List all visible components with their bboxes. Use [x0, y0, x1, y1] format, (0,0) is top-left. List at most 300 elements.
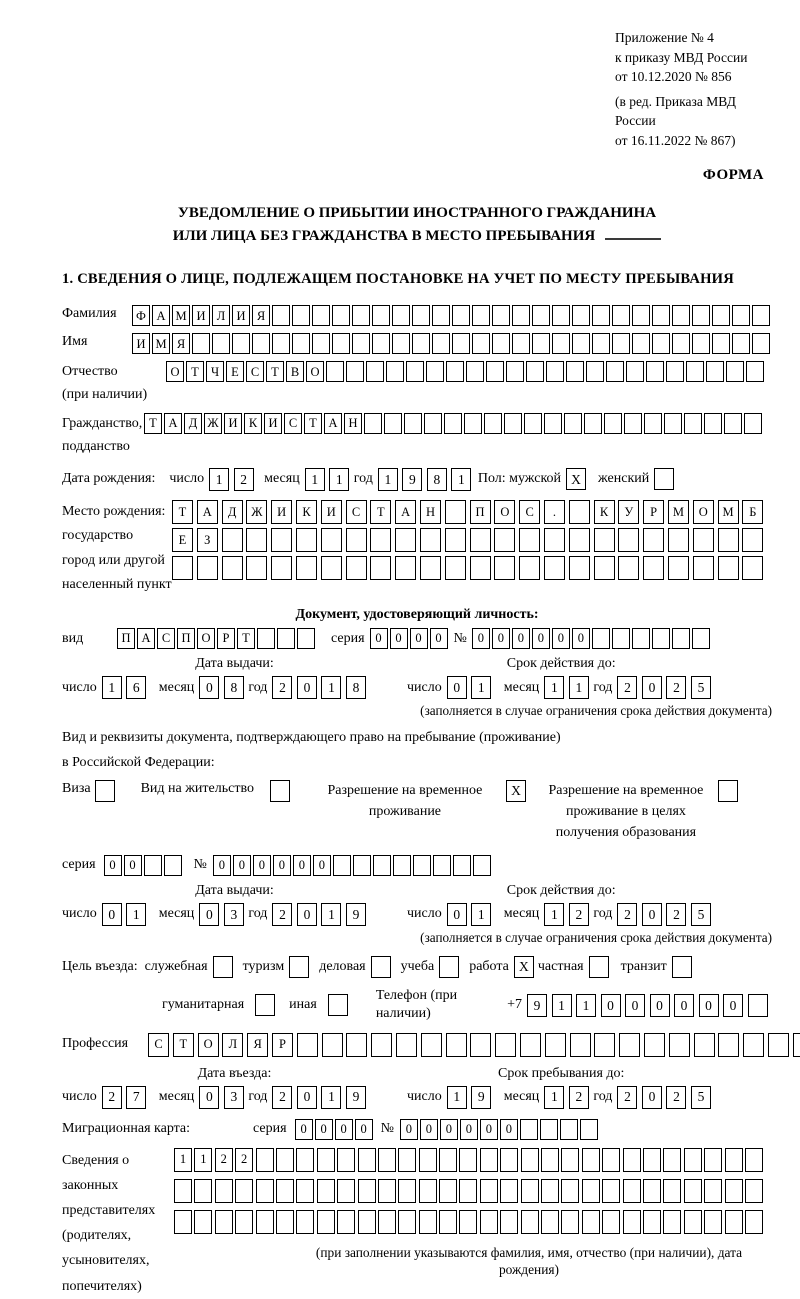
birth-place-row3-boxes[interactable] — [172, 556, 767, 580]
char-box[interactable]: 0 — [293, 855, 311, 876]
digit-box[interactable]: 2 — [272, 903, 292, 926]
birth-day-boxes[interactable] — [209, 468, 258, 491]
char-box[interactable] — [172, 556, 193, 580]
char-box[interactable] — [174, 1210, 192, 1234]
digit-box[interactable]: 0 — [642, 903, 662, 926]
digit-box[interactable]: 2 — [234, 468, 254, 491]
char-box[interactable] — [526, 361, 544, 382]
char-box[interactable] — [420, 556, 441, 580]
char-box[interactable] — [194, 1210, 212, 1234]
purpose-humanitarian-checkbox[interactable] — [255, 994, 275, 1016]
char-box[interactable] — [732, 305, 750, 326]
digit-box[interactable]: 5 — [691, 676, 711, 699]
char-box[interactable] — [646, 361, 664, 382]
char-box[interactable] — [552, 305, 570, 326]
char-box[interactable] — [612, 333, 630, 354]
char-box[interactable]: 0 — [472, 628, 490, 649]
char-box[interactable] — [643, 1179, 661, 1203]
char-box[interactable]: 0 — [410, 628, 428, 649]
char-box[interactable] — [619, 1033, 640, 1057]
digit-box[interactable]: 3 — [224, 903, 244, 926]
char-box[interactable]: 1 — [576, 994, 596, 1017]
char-box[interactable] — [521, 1179, 539, 1203]
char-box[interactable]: 0 — [104, 855, 122, 876]
char-box[interactable]: 0 — [512, 628, 530, 649]
char-box[interactable]: 0 — [601, 994, 621, 1017]
char-box[interactable] — [459, 1148, 477, 1172]
char-box[interactable] — [472, 333, 490, 354]
char-box[interactable] — [332, 333, 350, 354]
purpose-tourism-checkbox[interactable] — [289, 956, 309, 978]
char-box[interactable] — [392, 305, 410, 326]
char-box[interactable]: 0 — [273, 855, 291, 876]
representatives-row3-boxes[interactable] — [174, 1210, 772, 1234]
char-box[interactable] — [296, 1210, 314, 1234]
char-box[interactable] — [686, 361, 704, 382]
char-box[interactable] — [602, 1179, 620, 1203]
char-box[interactable] — [272, 333, 290, 354]
digit-box[interactable]: 0 — [102, 903, 122, 926]
char-box[interactable] — [623, 1179, 641, 1203]
char-box[interactable] — [663, 1148, 681, 1172]
char-box[interactable]: Т — [186, 361, 204, 382]
char-box[interactable] — [743, 1033, 764, 1057]
passport-issue-year[interactable] — [272, 676, 370, 699]
visa-checkbox[interactable] — [95, 780, 115, 802]
char-box[interactable] — [612, 628, 630, 649]
char-box[interactable] — [459, 1179, 477, 1203]
char-box[interactable] — [623, 1210, 641, 1234]
char-box[interactable] — [413, 855, 431, 876]
phone-boxes[interactable] — [527, 994, 772, 1017]
passport-issue-day[interactable] — [102, 676, 151, 699]
char-box[interactable]: М — [718, 500, 739, 524]
char-box[interactable] — [692, 628, 710, 649]
digit-box[interactable]: 1 — [321, 676, 341, 699]
entry-day[interactable] — [102, 1086, 151, 1109]
char-box[interactable] — [486, 361, 504, 382]
passport-number-boxes[interactable] — [472, 628, 712, 649]
char-box[interactable] — [582, 1210, 600, 1234]
char-box[interactable] — [725, 1148, 743, 1172]
char-box[interactable] — [464, 413, 482, 434]
char-box[interactable] — [378, 1210, 396, 1234]
char-box[interactable] — [271, 556, 292, 580]
char-box[interactable] — [652, 628, 670, 649]
char-box[interactable] — [232, 333, 250, 354]
char-box[interactable] — [446, 1033, 467, 1057]
char-box[interactable]: 1 — [174, 1148, 192, 1172]
char-box[interactable]: А — [137, 628, 155, 649]
representatives-row2-boxes[interactable] — [174, 1179, 772, 1203]
char-box[interactable] — [492, 305, 510, 326]
char-box[interactable] — [346, 361, 364, 382]
doc-kind-boxes[interactable] — [117, 628, 317, 649]
char-box[interactable] — [466, 361, 484, 382]
char-box[interactable] — [235, 1179, 253, 1203]
char-box[interactable] — [566, 361, 584, 382]
purpose-other-checkbox[interactable] — [328, 994, 348, 1016]
char-box[interactable] — [582, 1148, 600, 1172]
permit-issue-year[interactable] — [272, 903, 370, 926]
char-box[interactable] — [370, 556, 391, 580]
char-box[interactable] — [312, 333, 330, 354]
char-box[interactable] — [580, 1119, 598, 1140]
char-box[interactable] — [626, 361, 644, 382]
char-box[interactable]: Ф — [132, 305, 150, 326]
char-box[interactable] — [398, 1210, 416, 1234]
char-box[interactable]: И — [232, 305, 250, 326]
char-box[interactable] — [520, 1119, 538, 1140]
char-box[interactable] — [384, 413, 402, 434]
char-box[interactable] — [433, 855, 451, 876]
char-box[interactable] — [618, 528, 639, 552]
char-box[interactable]: У — [618, 500, 639, 524]
char-box[interactable]: 0 — [723, 994, 743, 1017]
char-box[interactable] — [192, 333, 210, 354]
char-box[interactable] — [492, 333, 510, 354]
char-box[interactable]: 0 — [492, 628, 510, 649]
char-box[interactable] — [684, 1210, 702, 1234]
char-box[interactable] — [276, 1148, 294, 1172]
char-box[interactable] — [664, 413, 682, 434]
char-box[interactable] — [395, 528, 416, 552]
digit-box[interactable]: 8 — [224, 676, 244, 699]
char-box[interactable] — [470, 1033, 491, 1057]
char-box[interactable] — [333, 855, 351, 876]
char-box[interactable] — [519, 556, 540, 580]
char-box[interactable] — [632, 333, 650, 354]
digit-box[interactable]: 1 — [544, 676, 564, 699]
passport-valid-month[interactable] — [544, 676, 593, 699]
char-box[interactable] — [572, 305, 590, 326]
char-box[interactable]: 0 — [699, 994, 719, 1017]
char-box[interactable] — [521, 1148, 539, 1172]
char-box[interactable] — [446, 361, 464, 382]
char-box[interactable]: Б — [742, 500, 763, 524]
char-box[interactable] — [353, 855, 371, 876]
char-box[interactable]: Т — [304, 413, 322, 434]
char-box[interactable] — [445, 528, 466, 552]
name-boxes[interactable] — [132, 333, 772, 354]
char-box[interactable] — [744, 413, 762, 434]
char-box[interactable] — [746, 361, 764, 382]
char-box[interactable] — [317, 1148, 335, 1172]
digit-box[interactable]: 1 — [329, 468, 349, 491]
digit-box[interactable]: 1 — [451, 468, 471, 491]
char-box[interactable] — [663, 1210, 681, 1234]
temp-residence-edu-checkbox[interactable] — [718, 780, 738, 802]
char-box[interactable]: 0 — [253, 855, 271, 876]
digit-box[interactable]: 2 — [617, 903, 637, 926]
char-box[interactable] — [712, 333, 730, 354]
char-box[interactable]: О — [198, 1033, 219, 1057]
char-box[interactable] — [197, 556, 218, 580]
char-box[interactable]: К — [594, 500, 615, 524]
char-box[interactable]: 2 — [235, 1148, 253, 1172]
char-box[interactable] — [623, 1148, 641, 1172]
char-box[interactable] — [472, 305, 490, 326]
char-box[interactable] — [606, 361, 624, 382]
char-box[interactable]: Л — [222, 1033, 243, 1057]
char-box[interactable] — [480, 1179, 498, 1203]
char-box[interactable] — [292, 305, 310, 326]
char-box[interactable]: 0 — [650, 994, 670, 1017]
char-box[interactable] — [506, 361, 524, 382]
passport-valid-day[interactable] — [447, 676, 496, 699]
char-box[interactable]: М — [668, 500, 689, 524]
char-box[interactable] — [504, 413, 522, 434]
char-box[interactable]: С — [346, 500, 367, 524]
char-box[interactable]: 0 — [572, 628, 590, 649]
digit-box[interactable]: 0 — [297, 903, 317, 926]
digit-box[interactable]: 0 — [447, 676, 467, 699]
char-box[interactable]: О — [494, 500, 515, 524]
char-box[interactable] — [276, 1179, 294, 1203]
char-box[interactable] — [222, 528, 243, 552]
stay-month[interactable] — [544, 1086, 593, 1109]
digit-box[interactable]: 5 — [691, 903, 711, 926]
char-box[interactable]: . — [544, 500, 565, 524]
char-box[interactable] — [704, 1179, 722, 1203]
birth-place-row1-boxes[interactable] — [172, 500, 767, 524]
char-box[interactable]: О — [693, 500, 714, 524]
char-box[interactable] — [500, 1148, 518, 1172]
char-box[interactable]: С — [148, 1033, 169, 1057]
digit-box[interactable]: 2 — [617, 676, 637, 699]
char-box[interactable] — [541, 1179, 559, 1203]
char-box[interactable] — [370, 528, 391, 552]
char-box[interactable] — [321, 528, 342, 552]
char-box[interactable] — [594, 556, 615, 580]
char-box[interactable]: Д — [222, 500, 243, 524]
digit-box[interactable]: 9 — [402, 468, 422, 491]
digit-box[interactable]: 1 — [321, 1086, 341, 1109]
char-box[interactable] — [768, 1033, 789, 1057]
char-box[interactable] — [545, 1033, 566, 1057]
digit-box[interactable]: 2 — [666, 676, 686, 699]
char-box[interactable]: Ч — [206, 361, 224, 382]
digit-box[interactable]: 1 — [471, 903, 491, 926]
char-box[interactable] — [592, 628, 610, 649]
char-box[interactable] — [484, 413, 502, 434]
purpose-private-checkbox[interactable] — [589, 956, 609, 978]
char-box[interactable]: 0 — [552, 628, 570, 649]
char-box[interactable] — [271, 528, 292, 552]
char-box[interactable] — [692, 333, 710, 354]
char-box[interactable] — [386, 361, 404, 382]
char-box[interactable] — [692, 305, 710, 326]
digit-box[interactable]: 7 — [126, 1086, 146, 1109]
char-box[interactable] — [453, 855, 471, 876]
char-box[interactable]: Р — [643, 500, 664, 524]
char-box[interactable] — [426, 361, 444, 382]
digit-box[interactable]: 0 — [297, 676, 317, 699]
digit-box[interactable]: 1 — [321, 903, 341, 926]
char-box[interactable] — [358, 1179, 376, 1203]
char-box[interactable] — [718, 1033, 739, 1057]
char-box[interactable]: А — [197, 500, 218, 524]
char-box[interactable] — [532, 333, 550, 354]
char-box[interactable]: Н — [420, 500, 441, 524]
char-box[interactable] — [480, 1148, 498, 1172]
char-box[interactable]: П — [117, 628, 135, 649]
digit-box[interactable]: 0 — [297, 1086, 317, 1109]
char-box[interactable]: 0 — [313, 855, 331, 876]
char-box[interactable] — [643, 556, 664, 580]
char-box[interactable] — [745, 1179, 763, 1203]
passport-series-boxes[interactable] — [370, 628, 450, 649]
char-box[interactable]: Я — [172, 333, 190, 354]
char-box[interactable] — [312, 305, 330, 326]
char-box[interactable]: Ж — [246, 500, 267, 524]
char-box[interactable] — [643, 1148, 661, 1172]
char-box[interactable] — [521, 1210, 539, 1234]
char-box[interactable] — [572, 333, 590, 354]
char-box[interactable] — [704, 1148, 722, 1172]
char-box[interactable]: 0 — [315, 1119, 333, 1140]
char-box[interactable] — [256, 1210, 274, 1234]
char-box[interactable] — [694, 1033, 715, 1057]
char-box[interactable]: 0 — [500, 1119, 518, 1140]
sex-male-checkbox[interactable]: X — [566, 468, 586, 490]
char-box[interactable] — [544, 556, 565, 580]
digit-box[interactable]: 8 — [346, 676, 366, 699]
char-box[interactable]: А — [395, 500, 416, 524]
profession-boxes[interactable] — [148, 1033, 800, 1057]
char-box[interactable]: Л — [212, 305, 230, 326]
char-box[interactable]: 9 — [527, 994, 547, 1017]
char-box[interactable]: М — [152, 333, 170, 354]
char-box[interactable] — [495, 1033, 516, 1057]
digit-box[interactable]: 0 — [447, 903, 467, 926]
char-box[interactable] — [684, 1148, 702, 1172]
digit-box[interactable]: 6 — [126, 676, 146, 699]
char-box[interactable] — [652, 305, 670, 326]
permit-series-boxes[interactable] — [104, 855, 184, 876]
char-box[interactable] — [257, 628, 275, 649]
char-box[interactable] — [321, 556, 342, 580]
digit-box[interactable]: 9 — [346, 1086, 366, 1109]
digit-box[interactable]: 1 — [126, 903, 146, 926]
char-box[interactable] — [532, 305, 550, 326]
char-box[interactable] — [624, 413, 642, 434]
char-box[interactable]: Т — [144, 413, 162, 434]
digit-box[interactable]: 9 — [471, 1086, 491, 1109]
digit-box[interactable]: 1 — [471, 676, 491, 699]
char-box[interactable] — [584, 413, 602, 434]
char-box[interactable] — [272, 305, 290, 326]
char-box[interactable] — [432, 305, 450, 326]
char-box[interactable] — [326, 361, 344, 382]
char-box[interactable] — [544, 528, 565, 552]
char-box[interactable] — [693, 556, 714, 580]
citizenship-boxes[interactable] — [144, 413, 764, 434]
char-box[interactable]: О — [166, 361, 184, 382]
purpose-transit-checkbox[interactable] — [672, 956, 692, 978]
char-box[interactable] — [235, 1210, 253, 1234]
permit-valid-month[interactable] — [544, 903, 593, 926]
passport-valid-year[interactable] — [617, 676, 715, 699]
char-box[interactable] — [604, 413, 622, 434]
birth-year-boxes[interactable] — [378, 468, 476, 491]
char-box[interactable] — [372, 333, 390, 354]
char-box[interactable] — [459, 1210, 477, 1234]
char-box[interactable] — [212, 333, 230, 354]
permit-valid-year[interactable] — [617, 903, 715, 926]
char-box[interactable] — [742, 556, 763, 580]
digit-box[interactable]: 1 — [378, 468, 398, 491]
char-box[interactable] — [602, 1148, 620, 1172]
char-box[interactable] — [718, 528, 739, 552]
char-box[interactable] — [652, 333, 670, 354]
migration-number-boxes[interactable] — [400, 1119, 600, 1140]
char-box[interactable] — [541, 1210, 559, 1234]
char-box[interactable] — [480, 1210, 498, 1234]
char-box[interactable]: А — [324, 413, 342, 434]
char-box[interactable] — [292, 333, 310, 354]
char-box[interactable] — [337, 1148, 355, 1172]
char-box[interactable] — [412, 305, 430, 326]
char-box[interactable] — [419, 1179, 437, 1203]
char-box[interactable]: Е — [172, 528, 193, 552]
char-box[interactable] — [519, 528, 540, 552]
char-box[interactable] — [421, 1033, 442, 1057]
char-box[interactable] — [586, 361, 604, 382]
permit-issue-day[interactable] — [102, 903, 151, 926]
char-box[interactable] — [470, 556, 491, 580]
char-box[interactable]: С — [157, 628, 175, 649]
digit-box[interactable]: 1 — [305, 468, 325, 491]
char-box[interactable] — [296, 1179, 314, 1203]
char-box[interactable]: И — [321, 500, 342, 524]
stay-day[interactable] — [447, 1086, 496, 1109]
char-box[interactable] — [358, 1210, 376, 1234]
char-box[interactable] — [412, 333, 430, 354]
surname-boxes[interactable] — [132, 305, 772, 326]
purpose-business-checkbox[interactable] — [371, 956, 391, 978]
char-box[interactable]: Т — [370, 500, 391, 524]
char-box[interactable] — [346, 1033, 367, 1057]
digit-box[interactable]: 1 — [569, 676, 589, 699]
char-box[interactable] — [684, 413, 702, 434]
char-box[interactable] — [404, 413, 422, 434]
char-box[interactable] — [452, 305, 470, 326]
char-box[interactable] — [222, 556, 243, 580]
char-box[interactable]: К — [244, 413, 262, 434]
migration-series-boxes[interactable] — [295, 1119, 375, 1140]
char-box[interactable] — [444, 413, 462, 434]
char-box[interactable]: С — [519, 500, 540, 524]
char-box[interactable] — [371, 1033, 392, 1057]
char-box[interactable] — [500, 1210, 518, 1234]
char-box[interactable]: 0 — [674, 994, 694, 1017]
digit-box[interactable]: 1 — [447, 1086, 467, 1109]
char-box[interactable] — [439, 1210, 457, 1234]
char-box[interactable] — [643, 528, 664, 552]
char-box[interactable]: Е — [226, 361, 244, 382]
char-box[interactable] — [643, 1210, 661, 1234]
char-box[interactable]: Т — [172, 500, 193, 524]
char-box[interactable] — [398, 1148, 416, 1172]
char-box[interactable] — [473, 855, 491, 876]
char-box[interactable] — [663, 1179, 681, 1203]
char-box[interactable] — [564, 413, 582, 434]
char-box[interactable] — [445, 500, 466, 524]
char-box[interactable] — [424, 413, 442, 434]
char-box[interactable] — [745, 1210, 763, 1234]
char-box[interactable] — [439, 1148, 457, 1172]
